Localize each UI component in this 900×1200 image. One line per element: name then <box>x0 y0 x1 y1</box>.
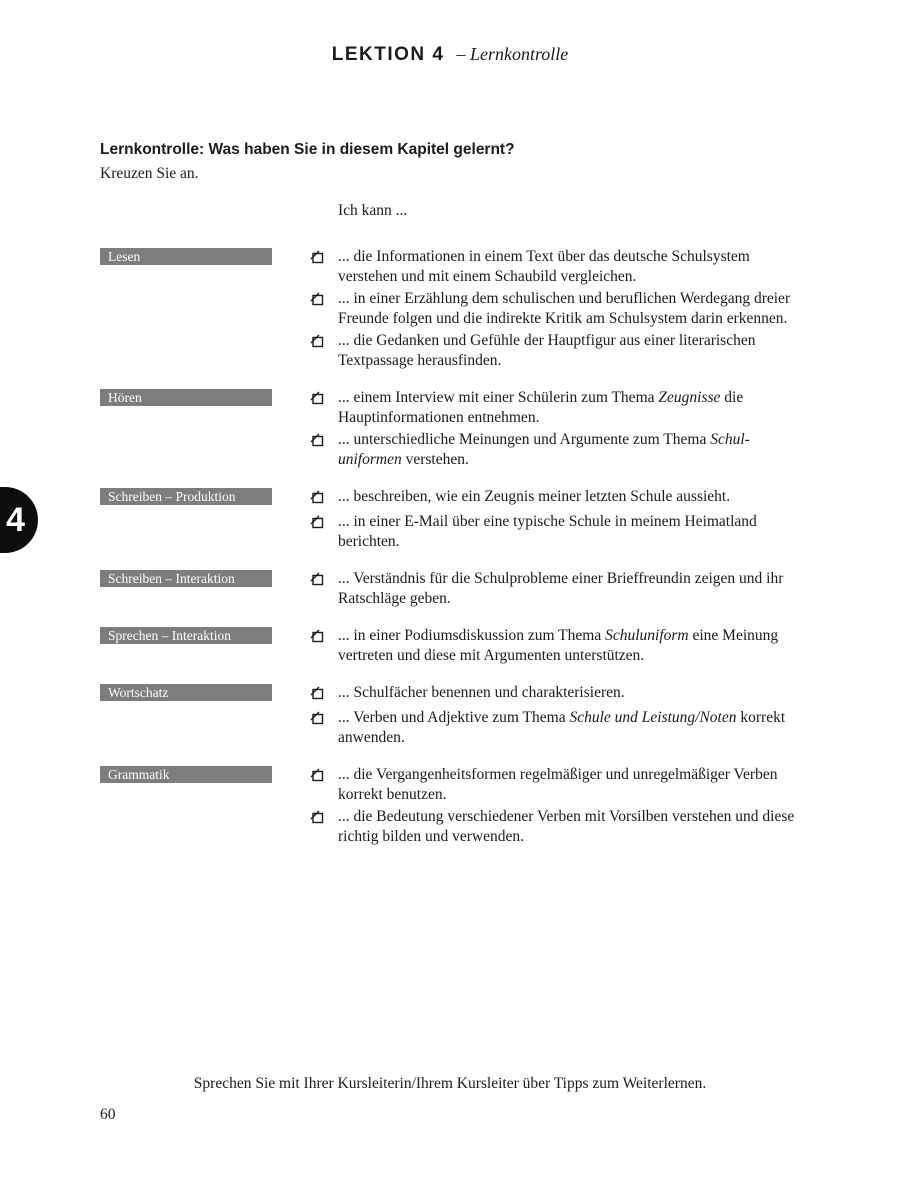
section-items <box>310 569 812 611</box>
section-label: Hören <box>100 389 272 406</box>
checkbox-icon[interactable] <box>310 572 326 591</box>
section-items <box>310 683 812 750</box>
section <box>100 683 812 750</box>
main-content <box>100 141 812 864</box>
checklist-item-text: ... in einer Erzählung dem schulischen und beruflichen Werdegang dreier Freunde folgen und die indirekte Kritik am Schulsystem darin erkennen. <box>338 290 791 327</box>
section-label: Sprechen – Interaktion <box>100 627 272 644</box>
section-label: Grammatik <box>100 766 272 783</box>
section-items <box>310 388 812 472</box>
checkbox-icon[interactable] <box>310 515 326 534</box>
footer-note: Sprechen Sie mit Ihrer Kursleiterin/Ihrem Kursleiter über Tipps zum Weiterlernen. <box>193 1075 707 1092</box>
checklist-item-text: ... die Gedanken und Gefühle der Hauptfigur aus einer literarischen Textpassage herausfinden. <box>338 332 756 369</box>
checklist-item <box>310 708 812 747</box>
checklist-item-text: ... die Bedeutung verschiedener Verben mit Vorsilben verstehen und diese richtig bilden und verwenden. <box>338 808 795 845</box>
chapter-number: 4 <box>6 500 25 539</box>
checkbox-icon[interactable] <box>310 768 326 787</box>
checklist-item-text: ... Verben und Adjektive zum Thema Schule und Leistung/Noten korrekt anwenden. <box>338 709 786 746</box>
checklist-item <box>310 683 812 705</box>
checkbox-icon[interactable] <box>310 292 326 311</box>
page-number: 60 <box>100 1106 116 1123</box>
checklist-item <box>310 388 812 427</box>
checklist-item <box>310 247 812 286</box>
checkbox-icon[interactable] <box>310 250 326 269</box>
lektion-subtitle: – Lernkontrolle <box>456 44 569 64</box>
page-header <box>0 44 900 66</box>
checklist-item <box>310 626 812 665</box>
checklist-item <box>310 430 812 469</box>
checklist-item-text: ... unterschiedliche Meinungen und Argumente zum Thema Schuluniformen verstehen. <box>338 431 750 468</box>
section-label: Wortschatz <box>100 684 272 701</box>
checkbox-icon[interactable] <box>310 334 326 353</box>
checklist-item <box>310 512 812 551</box>
section-label: Lesen <box>100 248 272 265</box>
checkbox-icon[interactable] <box>310 711 326 730</box>
chapter-tab <box>0 487 38 553</box>
checkbox-icon[interactable] <box>310 391 326 410</box>
checklist-item <box>310 765 812 804</box>
checklist-item <box>310 807 812 846</box>
checklist-item-text: ... beschreiben, wie ein Zeugnis meiner letzten Schule aussieht. <box>338 488 731 505</box>
sections <box>100 247 812 849</box>
section <box>100 388 812 472</box>
checklist-item-text: ... Schulfächer benennen und charakterisieren. <box>338 684 625 701</box>
section-items <box>310 626 812 668</box>
checkbox-icon[interactable] <box>310 490 326 509</box>
checkbox-icon[interactable] <box>310 686 326 705</box>
checklist-item <box>310 487 812 509</box>
checkbox-icon[interactable] <box>310 433 326 452</box>
section <box>100 626 812 668</box>
checklist-item <box>310 289 812 328</box>
checklist-item-text: ... die Informationen in einem Text über das deutsche Schulsystem verstehen und mit einem Schaubild vergleichen. <box>338 248 750 285</box>
section <box>100 765 812 849</box>
column-header: Ich kann ... <box>338 202 408 219</box>
section <box>100 247 812 373</box>
checkbox-icon[interactable] <box>310 810 326 829</box>
checklist-item-text: ... in einer Podiumsdiskussion zum Thema Schuluniform eine Meinung vertreten und diese mit Argumenten unterstützen. <box>338 627 779 664</box>
section <box>100 569 812 611</box>
checklist-item <box>310 569 812 608</box>
section <box>100 487 812 554</box>
checklist-item-text: ... in einer E-Mail über eine typische Schule in meinem Heimatland berichten. <box>338 513 757 550</box>
lektion-title: LEKTION 4 <box>331 44 445 65</box>
section-items <box>310 765 812 849</box>
checklist-item-text: ... Verständnis für die Schulprobleme einer Brieffreundin zeigen und ihr Ratschläge geben. <box>338 570 784 607</box>
section-label: Schreiben – Produktion <box>100 488 272 505</box>
checklist-item-text: ... einem Interview mit einer Schülerin zum Thema Zeugnisse die Hauptinformationen entnehmen. <box>338 389 744 426</box>
section-items <box>310 247 812 373</box>
checklist-item-text: ... die Vergangenheitsformen regelmäßiger und unregelmäßiger Verben korrekt benutzen. <box>338 766 778 803</box>
checklist-item <box>310 331 812 370</box>
page-title: Lernkontrolle: Was haben Sie in diesem Kapitel gelernt? <box>100 141 515 158</box>
section-items <box>310 487 812 554</box>
checkbox-icon[interactable] <box>310 629 326 648</box>
section-label: Schreiben – Interaktion <box>100 570 272 587</box>
instruction-text: Kreuzen Sie an. <box>100 165 199 182</box>
